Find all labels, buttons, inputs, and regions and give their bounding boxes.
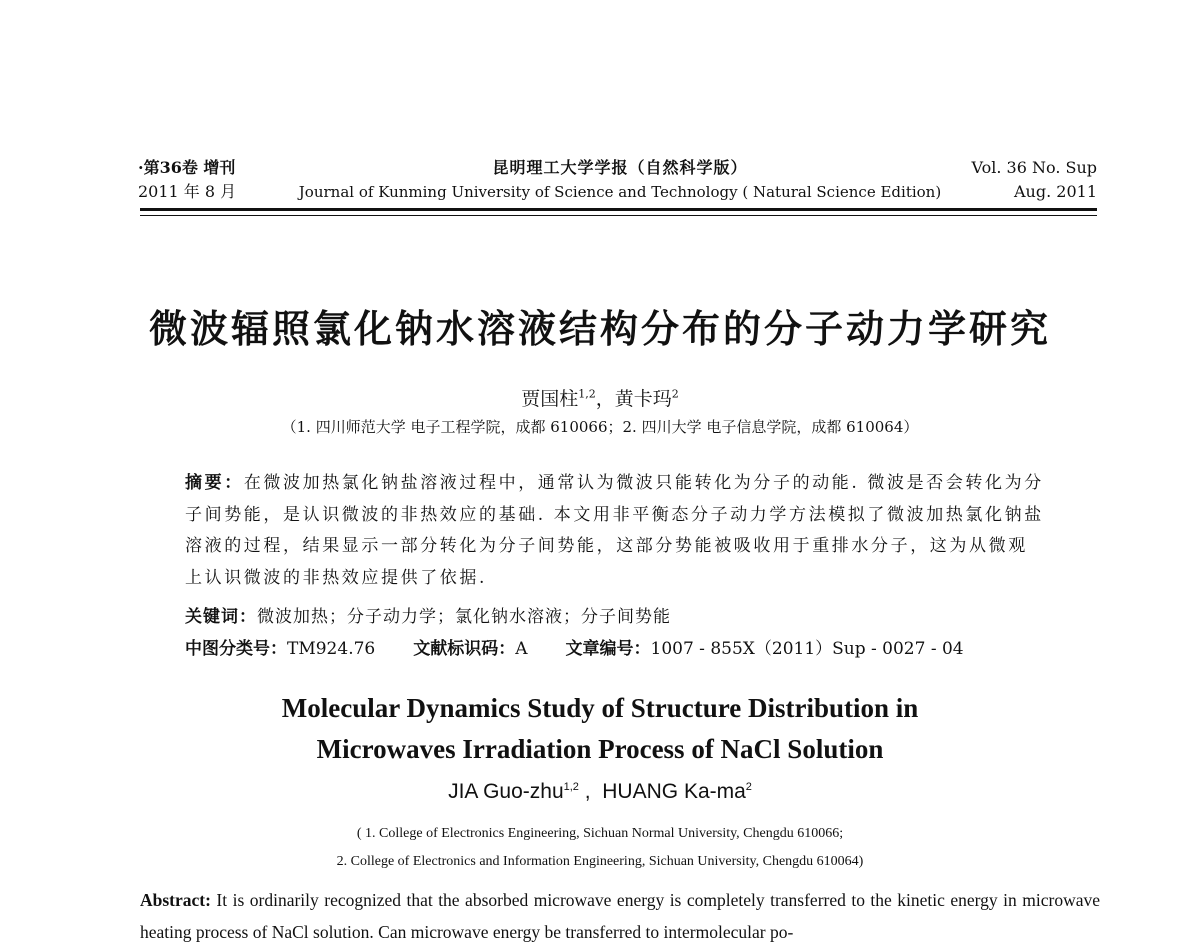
authors-cn (0, 384, 1200, 411)
clc-value: TM924.76 (287, 639, 376, 659)
keywords-cn-label: 关键词： (185, 607, 257, 627)
header-volume-cn: ·第36卷 增刊 (138, 158, 236, 177)
header-journal-en: Journal of Kunming University of Science and Technology ( Natural Science Edition) (298, 183, 942, 201)
abstract-cn-label: 摘要： (185, 473, 244, 493)
affiliation-en-line2: 2. College of Electronics and Information Engineering, Sichuan University, Chengdu 610064) (336, 854, 864, 869)
header-rule-thick (140, 208, 1097, 211)
header-date-en: Aug. 2011 (1014, 182, 1097, 201)
header-volume-block (138, 156, 236, 204)
doc-code-label: 文献标识码： (413, 639, 516, 659)
clc-label: 中图分类号： (185, 639, 287, 659)
abstract-cn-text: 在微波加热氯化钠盐溶液过程中，通常认为微波只能转化为分子的动能. 微波是否会转化为分子间势能，是认识微波的非热效应的基础. 本文用非平衡态分子动力学方法模拟了微波加热氯化钠盐溶液的过程，结果显示一部分转化为分子间势能，这部分势能被吸收用于重排水分子，这为从微观上认识微波的非热效应提供了依据. (185, 473, 1044, 588)
authors-en (0, 780, 1200, 804)
header-volume-en: Vol. 36 No. Sup (971, 158, 1097, 177)
author-en-1: JIA Guo-zhu (448, 780, 564, 803)
header-journal-cn: 昆明理工大学学报（自然科学版） (492, 158, 748, 177)
header-volume-en-block (972, 156, 1097, 204)
title-en (0, 688, 1200, 770)
classification-line (185, 634, 1065, 659)
author-en-2-sup: 2 (745, 781, 752, 793)
author-cn-1-sup: 1,2 (578, 387, 596, 401)
author-en-separator: , (578, 780, 603, 803)
title-cn: 微波辐照氯化钠水溶液结构分布的分子动力学研究 (148, 307, 1051, 351)
header-date-cn: 2011 年 8 月 (138, 182, 237, 201)
header-rule-thin (140, 215, 1097, 216)
abstract-cn (185, 468, 1045, 594)
abstract-en-label: Abstract: (140, 890, 211, 910)
author-cn-1: 贾国柱 (521, 388, 579, 410)
affiliation-en-line1: ( 1. College of Electronics Engineering, Sichuan Normal University, Chengdu 610066; (356, 826, 844, 841)
header-journal-block (290, 156, 950, 204)
affiliation-en (0, 820, 1200, 876)
article-no-label: 文章编号： (565, 639, 651, 659)
doc-code-value: A (515, 639, 528, 659)
keywords-cn (185, 602, 1045, 627)
affiliation-cn: （1. 四川师范大学 电子工程学院，成都 610066；2. 四川大学 电子信息学院，成都 610064） (281, 418, 919, 436)
author-cn-separator: ， (595, 388, 615, 410)
author-cn-2-sup: 2 (671, 387, 679, 401)
title-en-line1: Molecular Dynamics Study of Structure Distribution in (281, 693, 919, 723)
author-en-2: HUANG Ka-ma (602, 780, 746, 803)
author-cn-2: 黄卡玛 (614, 388, 672, 410)
keywords-cn-text: 微波加热；分子动力学；氯化钠水溶液；分子间势能 (257, 607, 671, 627)
title-en-line2: Microwaves Irradiation Process of NaCl Solution (316, 734, 884, 764)
article-no-value: 1007 - 855X（2011）Sup - 0027 - 04 (650, 639, 964, 659)
abstract-en (140, 884, 1100, 948)
author-en-1-sup: 1,2 (563, 781, 579, 793)
abstract-en-text: It is ordinarily recognized that the absorbed microwave energy is completely transferred to the kinetic energy in microwave heating process of NaCl solution. Can microwave energy be transferred to intermolecular po- (140, 890, 1100, 942)
